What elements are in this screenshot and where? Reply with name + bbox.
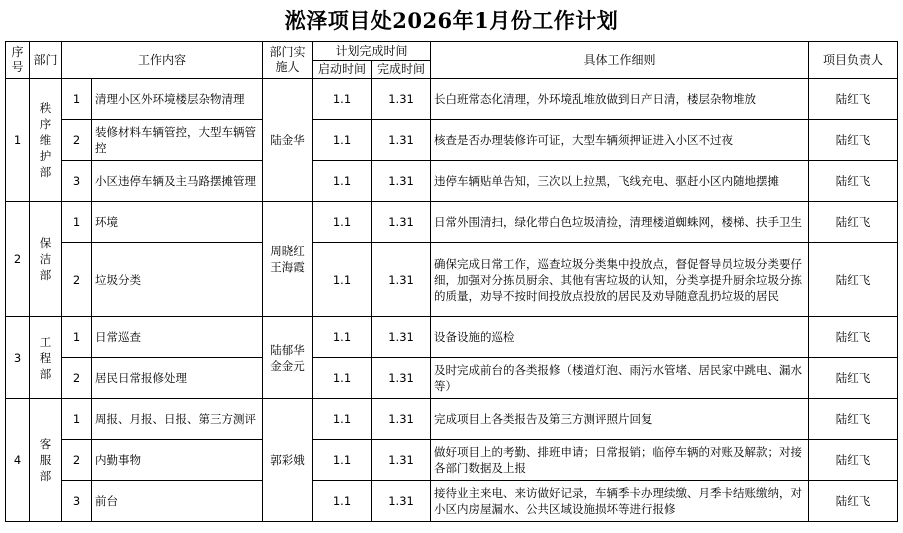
item-finish: 1.31 [372,317,431,358]
header-plan-time: 计划完成时间 [313,42,431,61]
item-finish: 1.31 [372,440,431,481]
item-content: 垃圾分类 [92,243,263,317]
item-content: 清理小区外环境楼层杂物清理 [92,79,263,120]
header-dept: 部门 [30,42,62,79]
item-start: 1.1 [313,79,372,120]
table-row [6,243,898,317]
header-dept-staff: 部门实施人 [263,42,313,79]
item-no: 2 [62,358,92,399]
header-finish: 完成时间 [372,61,431,79]
item-no: 1 [62,202,92,243]
item-start: 1.1 [313,481,372,522]
work-plan-table [5,41,898,522]
item-leader: 陆红飞 [809,243,898,317]
item-detail: 及时完成前台的各类报修（楼道灯泡、雨污水管堵、居民家中跳电、漏水等） [431,358,809,399]
group-seq: 3 [6,317,30,399]
item-detail: 接待业主来电、来访做好记录，车辆季卡办理续缴、月季卡结账缴纳，对小区内房屋漏水、公共区域设施损坏等进行报修 [431,481,809,522]
item-leader: 陆红飞 [809,79,898,120]
group-dept: 工程部 [30,317,62,399]
header-start: 启动时间 [313,61,372,79]
item-leader: 陆红飞 [809,317,898,358]
item-leader: 陆红飞 [809,481,898,522]
item-content: 小区违停车辆及主马路摆摊管理 [92,161,263,202]
item-detail: 长白班常态化清理，外环境乱堆放做到日产日清，楼层杂物堆放 [431,79,809,120]
table-row [6,120,898,161]
item-detail: 设备设施的巡检 [431,317,809,358]
table-row [6,481,898,522]
item-leader: 陆红飞 [809,399,898,440]
header-seq: 序号 [6,42,30,79]
group-seq: 1 [6,79,30,202]
table-row [6,161,898,202]
item-detail: 日常外围清扫，绿化带白色垃圾清捡，清理楼道蜘蛛网，楼梯、扶手卫生 [431,202,809,243]
item-no: 2 [62,120,92,161]
item-finish: 1.31 [372,399,431,440]
item-finish: 1.31 [372,202,431,243]
item-finish: 1.31 [372,120,431,161]
group-dept: 客服部 [30,399,62,522]
item-no: 1 [62,317,92,358]
group-staff: 陆金华 [263,79,313,202]
item-detail: 违停车辆贴单告知，三次以上拉黑，飞线充电、驱赶小区内随地摆摊 [431,161,809,202]
item-finish: 1.31 [372,481,431,522]
header-content: 工作内容 [62,42,263,79]
item-start: 1.1 [313,202,372,243]
item-no: 3 [62,481,92,522]
item-leader: 陆红飞 [809,120,898,161]
header-leader: 项目负责人 [809,42,898,79]
table-row [6,202,898,243]
table-row [6,440,898,481]
table-row [6,358,898,399]
item-no: 1 [62,399,92,440]
group-staff: 陆郁华金金元 [263,317,313,399]
group-seq: 4 [6,399,30,522]
item-detail: 做好项目上的考勤、排班申请；日常报销；临停车辆的对账及解款；对接各部门数据及上报 [431,440,809,481]
item-start: 1.1 [313,358,372,399]
item-content: 居民日常报修处理 [92,358,263,399]
item-content: 环境 [92,202,263,243]
item-start: 1.1 [313,243,372,317]
item-start: 1.1 [313,440,372,481]
item-detail: 完成项目上各类报告及第三方测评照片回复 [431,399,809,440]
table-row [6,399,898,440]
item-content: 日常巡查 [92,317,263,358]
item-leader: 陆红飞 [809,202,898,243]
group-seq: 2 [6,202,30,317]
page-title: 淞泽项目处2026年1月份工作计划 [284,8,619,33]
item-content: 周报、月报、日报、第三方测评 [92,399,263,440]
table-header-row [6,42,898,61]
group-dept: 秩序维护部 [30,79,62,202]
item-finish: 1.31 [372,243,431,317]
item-no: 1 [62,79,92,120]
item-start: 1.1 [313,399,372,440]
table-row [6,79,898,120]
item-start: 1.1 [313,120,372,161]
group-dept: 保洁部 [30,202,62,317]
item-start: 1.1 [313,317,372,358]
item-no: 2 [62,243,92,317]
item-no: 3 [62,161,92,202]
group-staff: 周晓红王海霞 [263,202,313,317]
item-leader: 陆红飞 [809,161,898,202]
item-detail: 核查是否办理装修许可证，大型车辆须押证进入小区不过夜 [431,120,809,161]
item-start: 1.1 [313,161,372,202]
item-leader: 陆红飞 [809,440,898,481]
item-content: 装修材料车辆管控，大型车辆管控 [92,120,263,161]
item-finish: 1.31 [372,79,431,120]
item-detail: 确保完成日常工作，巡查垃圾分类集中投放点，督促督导员垃圾分类要仔细，加强对分拣员厨余、其他有害垃圾的认知，分类享提升厨余垃圾分拣的质量，劝导不按时间投放点投放的居民及劝导随意乱扔垃圾的居民 [431,243,809,317]
table-row [6,317,898,358]
item-leader: 陆红飞 [809,358,898,399]
item-finish: 1.31 [372,358,431,399]
item-content: 内勤事物 [92,440,263,481]
item-no: 2 [62,440,92,481]
item-finish: 1.31 [372,161,431,202]
group-staff: 郭彩娥 [263,399,313,522]
item-content: 前台 [92,481,263,522]
header-detail: 具体工作细则 [431,42,809,79]
